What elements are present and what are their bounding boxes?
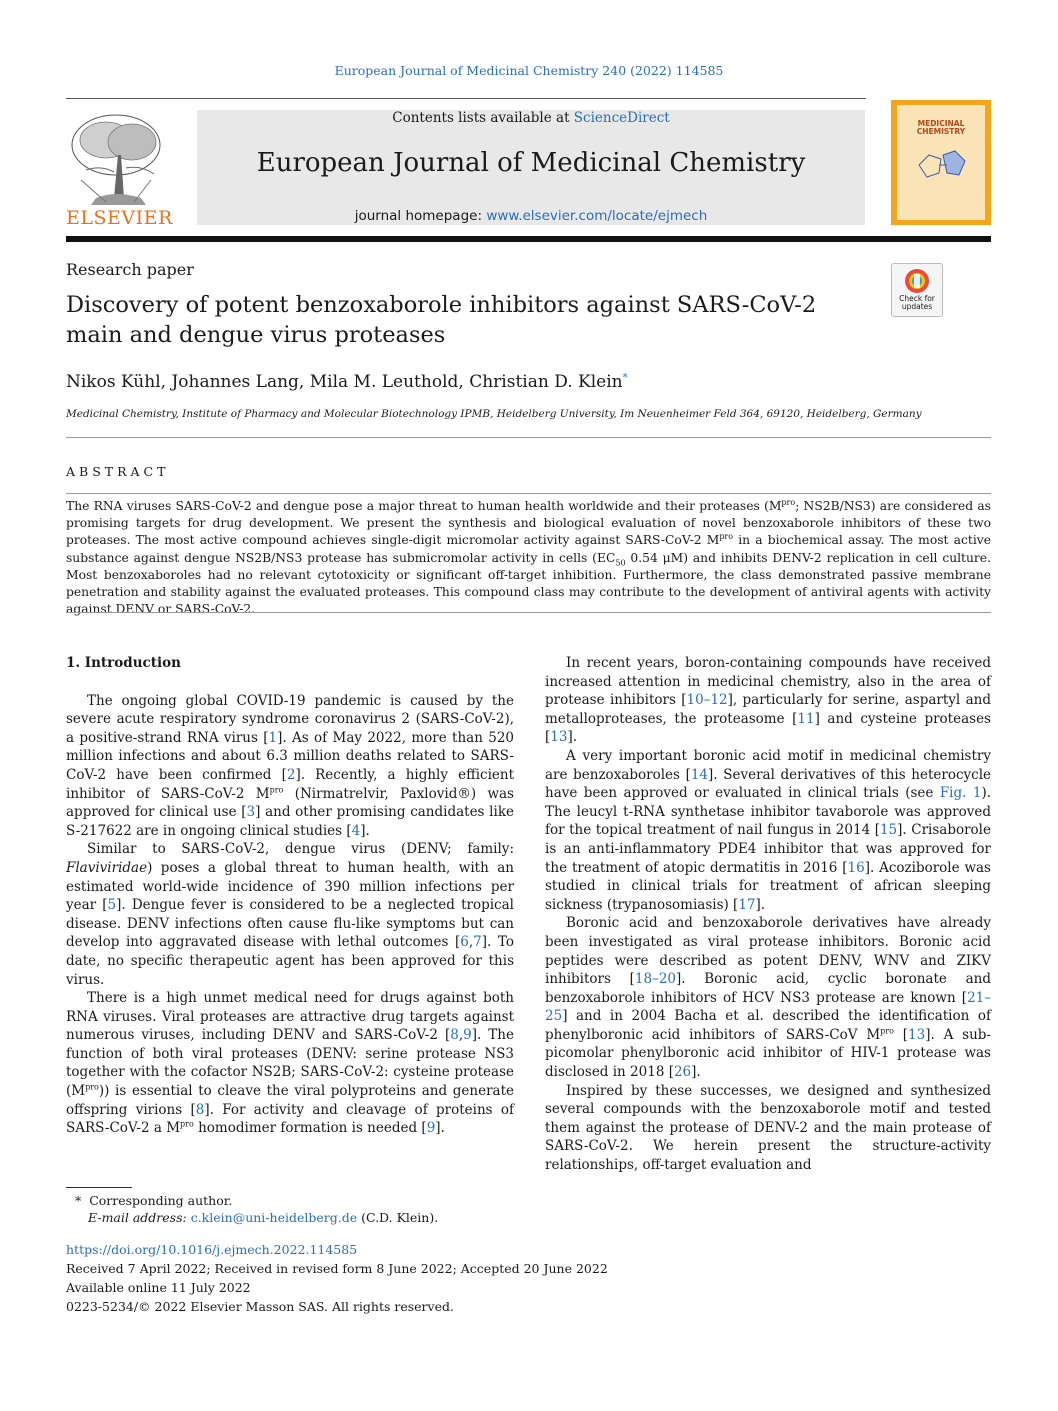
check-for-updates-badge[interactable] (891, 263, 943, 317)
ref-link[interactable]: 17 (738, 896, 756, 913)
ref-link[interactable]: 18–20 (634, 971, 676, 988)
ref-link[interactable]: 14 (690, 766, 709, 783)
elsevier-logo (66, 110, 172, 230)
email-link[interactable]: c.klein@uni-heidelberg.de (190, 1210, 358, 1225)
journal-title: European Journal of Medicinal Chemistry (256, 148, 806, 178)
cover-title: MEDICINAL CHEMISTRY (916, 119, 966, 136)
paragraph: The ongoing global COVID-19 pandemic is caused by the severe acute respiratory syndrome coronavirus 2 (SARS-CoV-2), a positive-strand RNA virus [1]. As of May 2022, more than 520 million infections and about 6.3 million deaths related to SARS-CoV-2 have been confirmed [2]. Recently, a highly efficient inhibitor of SARS-CoV-2 $M^{pro}$ (Nirmatrelvir, Paxlovid®) was approved for clinical use [3] and other promising candidates like S-217622 are in ongoing clinical studies [4]. (66, 692, 515, 839)
footnote-corresponding: * Corresponding author. (75, 1193, 233, 1208)
ref-link[interactable]: 4 (351, 822, 361, 839)
paper-title: Discovery of potent benzoxaborole inhibitors against SARS-CoV-2 main and dengue virus proteases (66, 292, 817, 348)
contents-line: Contents lists available at ScienceDirect (392, 110, 670, 126)
ref-link[interactable]: 26 (673, 1064, 692, 1081)
paragraph: Similar to SARS-CoV-2, dengue virus (DENV; family: Flaviviridae) poses a global threat to human health, with an estimated world-wide incidence of 390 million infections per year [5]. Dengue fever is considered to be a neglected tropical disease. DENV infections often cause flu-like symptoms but can develop into aggravated disease with lethal outcomes [6,7]. To date, no specific therapeutic agent has been approved for this virus. (66, 841, 514, 988)
footnote-email: E-mail address: c.klein@uni-heidelberg.de (C.D. Klein). (88, 1210, 439, 1225)
ref-link[interactable]: 1 (268, 729, 278, 746)
ref-link[interactable]: 15 (879, 822, 898, 839)
author-list: Nikos Kühl, Johannes Lang, Mila M. Leuthold, Christian D. Klein* (66, 372, 628, 392)
body-column-right (545, 654, 991, 1175)
ref-link[interactable]: 13 (908, 1026, 926, 1043)
copyright: 0223-5234/© 2022 Elsevier Masson SAS. All rights reserved. (66, 1299, 454, 1314)
ref-link[interactable]: 7 (473, 934, 482, 951)
received-dates: Received 7 April 2022; Received in revised form 8 June 2022; Accepted 20 June 2022 (66, 1261, 608, 1276)
rule-affiliation (66, 437, 991, 438)
cover-molecule-icon (909, 145, 973, 185)
footnote-rule (66, 1187, 132, 1188)
abstract-text: The RNA viruses SARS-CoV-2 and dengue pose a major threat to human health worldwide and their proteases ($M^{pro}$; NS2B/NS3) are considered as promising targets for drug development. We present the synthesis and biological evaluation of novel benzoxaborole inhibitors of these two proteases. The most active compound achieves single-digit micromolar activity against SARS-CoV-2 $M^{pro}$ in a biochemical assay. The most active substance against dengue NS2B/NS3 protease has submicromolar activity in cells ($EC_{50}$ 0.54 μM) and inhibits DENV-2 replication in cell culture. Most benzoxaboroles had no relevant cytotoxicity or significant off-target inhibition. Furthermore, the class demonstrated passive membrane penetration and stability against the evaluated proteases. This compound class may contribute to the development of antiviral agents with activity against DENV or SARS-CoV-2. (66, 497, 991, 617)
ref-link[interactable]: 8 (450, 1027, 459, 1044)
corresponding-author-mark[interactable]: * (622, 372, 628, 384)
ref-link[interactable]: 9 (463, 1027, 472, 1044)
homepage-link[interactable]: www.elsevier.com/locate/ejmech (486, 208, 708, 224)
header-rule (66, 98, 866, 99)
paper-type: Research paper (66, 260, 194, 279)
doi-link[interactable]: https://doi.org/10.1016/j.ejmech.2022.114585 (66, 1242, 358, 1257)
ref-link[interactable]: 10–12 (686, 692, 728, 709)
rule-abstract-top (66, 493, 991, 494)
paragraph: Boronic acid and benzoxaborole derivatives have already been investigated as viral protease inhibitors. Boronic acid peptides were described as potent DENV, WNV and ZIKV inhibitors [18–20]. Boronic acid, cyclic boronate and benzoxaborole inhibitors of HCV NS3 protease are known [21–25] and in 2004 Bacha et al. described the identification of phenylboronic acid inhibitors of SARS-CoV $M^{pro}$ [13]. A sub-picomolar phenylboronic acid inhibitor of HIV-1 protease was disclosed in 2018 [26]. (545, 915, 992, 1081)
sciencedirect-link[interactable]: ScienceDirect (573, 110, 670, 126)
paragraph: A very important boronic acid motif in medicinal chemistry are benzoxaboroles [14]. Several derivatives of this heterocycle have been approved or evaluated in clinical trials (see Fig. 1). The leucyl t-RNA synthetase inhibitor tavaborole was approved for the topical treatment of nail fungus in 2014 [15]. Crisaborole is an anti-inflammatory PDE4 inhibitor that was approved for the treatment of atopic dermatitis in 2016 [16]. Acoziborole was studied in clinical trials for treatment of african sleeping sickness (trypanosomiasis) [17]. (545, 747, 992, 913)
ref-link[interactable]: 3 (246, 804, 256, 821)
ref-link[interactable]: 9 (426, 1120, 436, 1137)
ref-link[interactable]: 8 (195, 1101, 205, 1118)
journal-citation[interactable]: European Journal of Medicinal Chemistry 240 (2022) 114585 (334, 63, 724, 78)
section-heading-introduction: 1. Introduction (66, 655, 181, 671)
check-updates-label: Check for updates (899, 294, 935, 311)
ref-link[interactable]: 2 (286, 766, 296, 783)
journal-cover-thumbnail[interactable] (891, 100, 991, 225)
rule-abstract-bottom (66, 612, 991, 613)
abstract-heading: ABSTRACT (66, 464, 170, 479)
journal-homepage: journal homepage: www.elsevier.com/locate/ejmech (354, 208, 708, 224)
body-column-left (66, 654, 514, 1138)
ref-link[interactable]: 13 (550, 729, 568, 746)
paragraph: There is a high unmet medical need for drugs against both RNA viruses. Viral proteases are attractive drug targets against numerous viruses, including DENV and SARS-CoV-2 [8,9]. The function of both viral proteases (DENV: serine protease NS3 together with the cofactor NS2B; SARS-CoV-2: cysteine protease $(M^{pro})$) is essential to cleave the viral polyproteins and generate offspring virions [8]. For activity and cleavage of proteins of SARS-CoV-2 a $M^{pro}$ homodimer formation is needed [9]. (66, 990, 514, 1137)
publication-info (66, 1240, 608, 1316)
available-online: Available online 11 July 2022 (66, 1280, 251, 1295)
ref-link[interactable]: 16 (847, 859, 865, 876)
ref-link[interactable]: 6 (460, 934, 469, 951)
ref-link[interactable]: 5 (107, 897, 117, 914)
ref-link[interactable]: 11 (797, 710, 815, 727)
ref-link[interactable]: 21–25 (545, 989, 991, 1025)
affiliation: Medicinal Chemistry, Institute of Pharmacy and Molecular Biotechnology IPMB, Heidelberg University, Im Neuenheimer Feld 364, 69120, Heidelberg, Germany (66, 408, 922, 420)
header-thick-rule (66, 236, 991, 242)
figure-link[interactable]: Fig. 1 (939, 785, 982, 802)
elsevier-wordmark: ELSEVIER (66, 207, 173, 229)
paragraph: In recent years, boron-containing compounds have received increased attention in medicinal chemistry, also in the area of protease inhibitors [10–12], particularly for serine, aspartyl and metalloproteases, the proteasome [11] and cysteine proteases [13]. (545, 655, 991, 746)
crossmark-icon (904, 268, 930, 294)
paragraph: Inspired by these successes, we designed and synthesized several compounds with the benzoxaborole motif and tested them against the protease of DENV-2 and the main protease of SARS-CoV-2. We herein present the structure-activity relationships, off-target evaluation and (545, 1082, 991, 1174)
